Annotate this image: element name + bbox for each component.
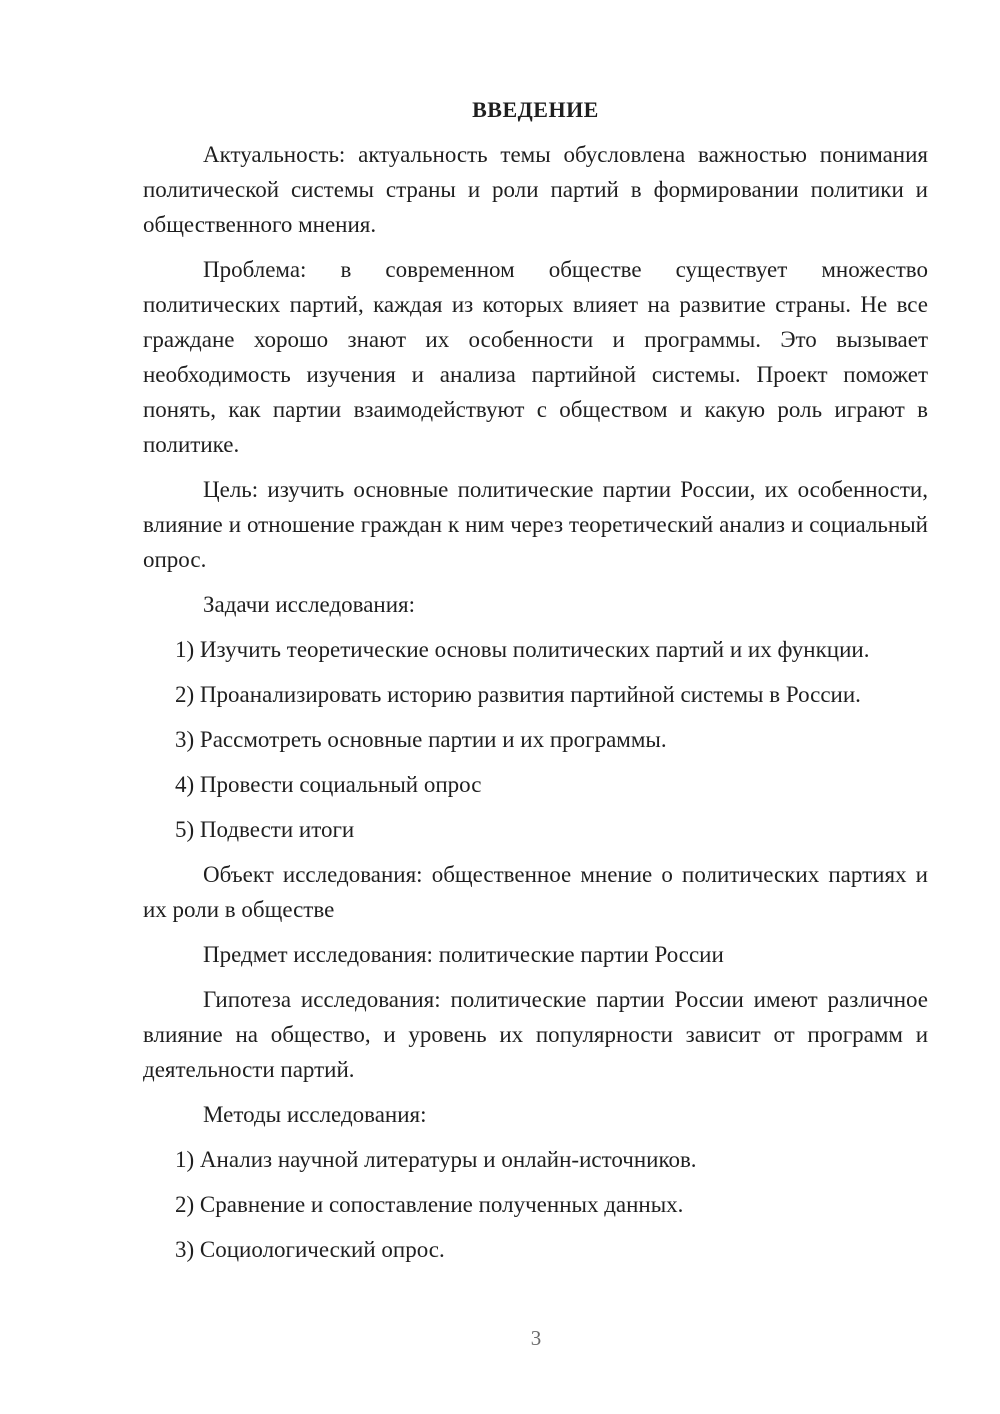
tasks-list <box>143 632 928 847</box>
task-item-3: 3) Рассмотреть основные партии и их программы. <box>175 727 667 752</box>
goal-paragraph: Цель: изучить основные политические партии России, их особенности, влияние и отношение граждан к ним через теоретический анализ и социальный опрос. <box>143 477 928 572</box>
task-item-2: 2) Проанализировать историю развития партийной системы в России. <box>175 682 861 707</box>
tasks-heading: Задачи исследования: <box>203 592 416 617</box>
task-item-1: 1) Изучить теоретические основы политических партий и их функции. <box>175 637 870 662</box>
document-page <box>143 92 928 1277</box>
method-item-3: 3) Социологический опрос. <box>175 1237 445 1262</box>
problem-paragraph: Проблема: в современном обществе существует множество политических партий, каждая из которых влияет на развитие страны. Не все граждане хорошо знают их особенности и программы. Это вызывает необходимость изучения и анализа партийной системы. Проект поможет понять, как партии взаимодействуют с обществом и какую роль играют в политике. <box>143 257 928 457</box>
hypothesis-paragraph: Гипотеза исследования: политические партии России имеют различное влияние на общество, и уровень их популярности зависит от программ и деятельности партий. <box>143 987 928 1082</box>
method-item-1: 1) Анализ научной литературы и онлайн-источников. <box>175 1147 697 1172</box>
page-number: 3 <box>530 1326 542 1350</box>
relevance-paragraph: Актуальность: актуальность темы обусловлена важностью понимания политической системы страны и роли партий в формировании политики и общественного мнения. <box>143 142 928 237</box>
task-item-4: 4) Провести социальный опрос <box>175 772 482 797</box>
subject-paragraph: Предмет исследования: политические партии России <box>203 942 724 967</box>
method-item-2: 2) Сравнение и сопоставление полученных данных. <box>175 1192 684 1217</box>
methods-heading: Методы исследования: <box>203 1102 427 1127</box>
page-title: ВВЕДЕНИЕ <box>472 97 599 122</box>
task-item-5: 5) Подвести итоги <box>175 817 355 842</box>
object-paragraph: Объект исследования: общественное мнение о политических партиях и их роли в обществе <box>143 862 928 922</box>
methods-list <box>143 1142 928 1267</box>
